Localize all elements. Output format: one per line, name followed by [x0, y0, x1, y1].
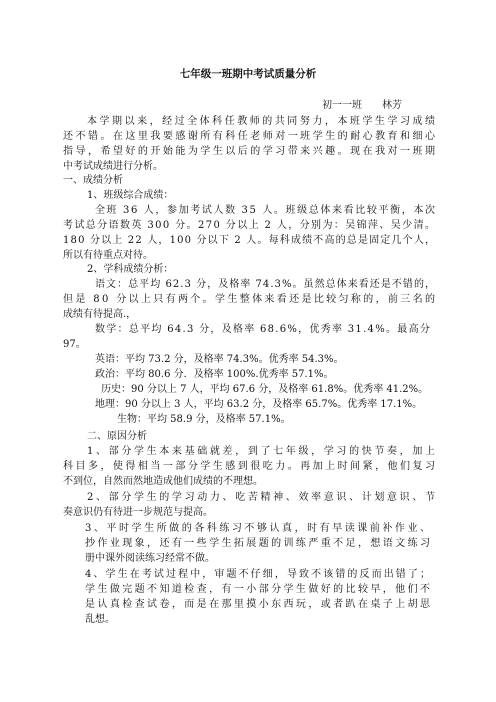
paragraph-line: 中考试成绩进行分析。	[63, 161, 163, 172]
paragraph-line: 1、部分学生本来基础就差，到了七年级，学习的快节奏，加上	[87, 446, 438, 457]
paragraph-line: 3、平时学生所做的各科练习不够认真，时有早读课前补作业、	[85, 523, 433, 534]
paragraph-line: 数学：总平均 64.3 分，及格率 68.6%，优秀率 31.4%。最高分	[95, 324, 432, 335]
paragraph-line: 政治：平均 80.6 分．及格率 100%.优秀率 57.1%。	[95, 369, 334, 380]
paragraph-line: 指导，希望好的开始能为学生以后的学习带来兴趣。现在我对一班期	[63, 146, 438, 157]
paragraph-line: 学生做完题不知道检查，有一小部分学生做好的比较早，他们不	[85, 584, 433, 595]
paragraph-line: 抄作业现象，还有一些学生拓展题的训练严重不足，想语文练习	[85, 538, 433, 549]
paragraph-line: 生物：平均 58.9 分，及格率 57.1%。	[117, 414, 291, 425]
paragraph-line: 但是 80 分以上只有两个。学生整体来看还是比较匀称的，前三名的	[63, 294, 438, 305]
paragraph-line: 成绩有待提高.，	[63, 309, 137, 320]
paragraph-line: 2、部分学生的学习动力、吃苦精神、效率意识、计划意识、节	[87, 492, 438, 503]
paragraph-line: 册中课外阅读练习经常不做。	[85, 553, 215, 564]
paragraph-line: 科目多，使得相当一部分学生感到很吃力。再加上时间紧，他们复习	[63, 461, 438, 472]
paragraph-line: 不到位，自然而然地造成他们成绩的不理想。	[63, 476, 263, 487]
subsection-heading: 1、班级综合成绩：	[87, 190, 174, 201]
paragraph-line: 本学期以来，经过全体科任教师的共同努力，本班学生学习成绩	[87, 116, 438, 127]
paragraph-line: 是认真检查试卷，而是在那里摸小东西玩，或者趴在桌子上胡思	[85, 599, 433, 610]
paragraph-line: 所以有待重点对待。	[63, 250, 153, 261]
section-heading: 一、成绩分析	[63, 175, 123, 186]
paragraph-line: 180 分以上 22 人，100 分以下 2 人。每科成绩不高的总是固定几个人，	[63, 235, 437, 246]
section-heading: 二、原因分析	[87, 431, 147, 442]
paragraph-line: 97。	[63, 339, 86, 350]
subsection-heading: 2、学科成绩分析：	[87, 264, 174, 275]
paragraph-line: 英语：平均 73.2 分，及格率 74.3%。优秀率 54.3%。	[95, 354, 344, 365]
document-author: 初一一班 林芳	[322, 100, 402, 111]
paragraph-line: 语文：总平均 62.3 分，及格率 74.3%。虽然总体来看还是不错的，	[95, 279, 437, 290]
paragraph-line: 乱想。	[85, 614, 115, 625]
paragraph-line: 历史：90 分以上 7 人，平均 67.6 分，及格率 61.8%。优秀率 41.2%。	[101, 384, 429, 395]
paragraph-line: 全班 36 人，参加考试人数 35 人。班级总体来看比较平衡，本次	[95, 205, 437, 216]
paragraph-line: 地理：90 分以上 3 人，平均 63.2 分，及格率 65.7%。优秀率 17.1%。	[95, 399, 423, 410]
paragraph-line: 还不错。在这里我要感谢所有科任老师对一班学生的耐心教育和细心	[63, 131, 438, 142]
paragraph-line: 4、学生在考试过程中，审题不仔细，导致不该错的反而出错了；	[85, 569, 433, 580]
paragraph-line: 考试总分语数英 300 分。270 分以上 2 人，分别为：吴锦萍、吴少清。	[63, 220, 437, 231]
paragraph-line: 奏意识仍有待进一步规范与提高。	[63, 507, 213, 518]
document-title: 七年级一班期中考试质量分析	[179, 68, 317, 80]
